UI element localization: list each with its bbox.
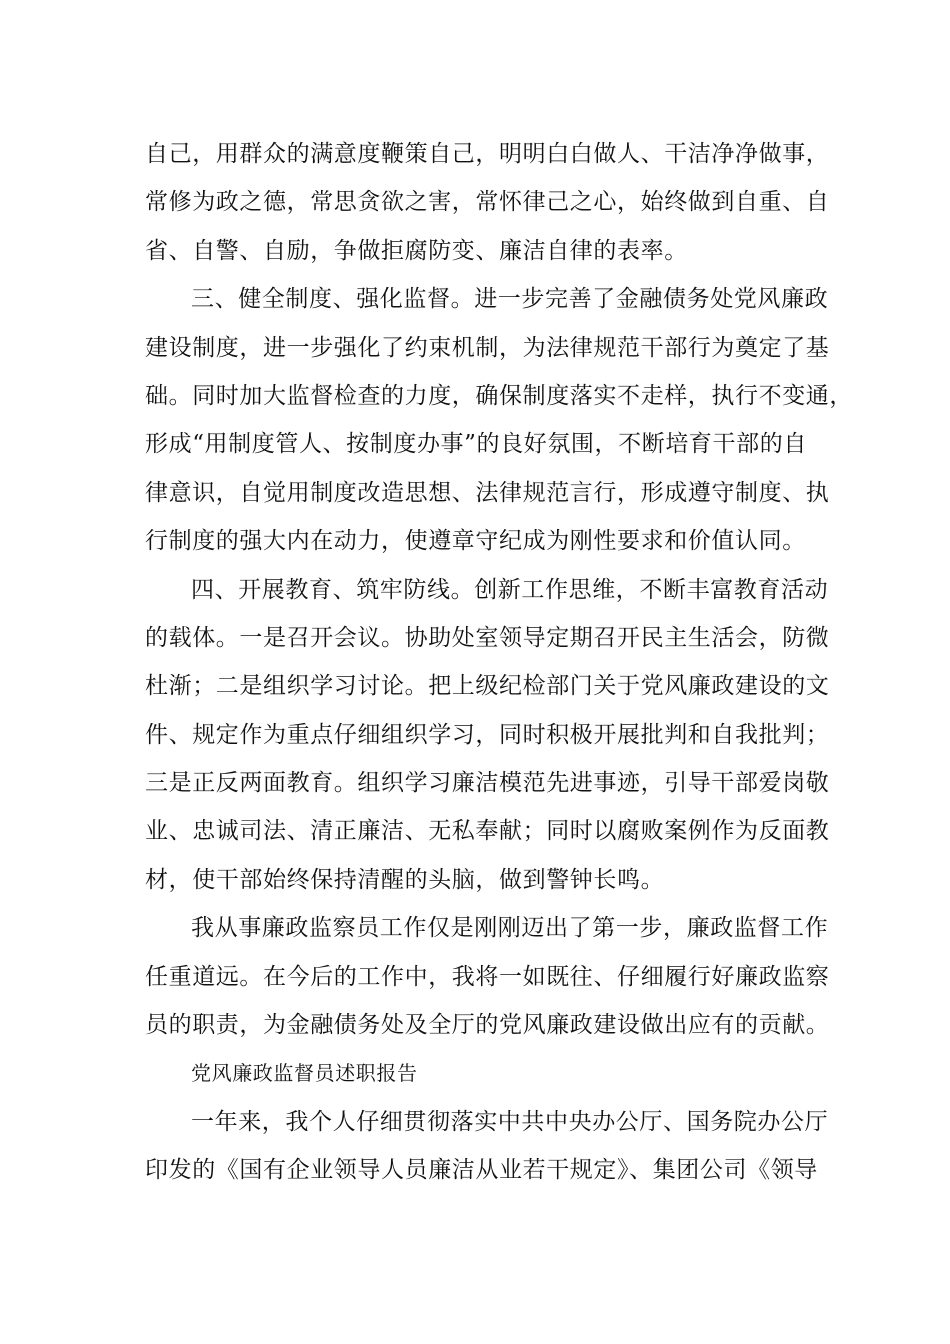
text-line: 件、规定作为重点仔细组织学习，同时积极开展批判和自我批判；: [145, 721, 830, 748]
document-body: [145, 130, 853, 1195]
paragraph-start-line: 我从事廉政监察员工作仅是刚刚迈出了第一步，廉政监督工作: [191, 915, 829, 942]
text-line: 杜渐；二是组织学习讨论。把上级纪检部门关于党风廉政建设的文: [145, 673, 830, 700]
text-line: 三是正反两面教育。组织学习廉洁模范先进事迹，引导干部爱岗敬: [145, 770, 830, 797]
text-line: 形成“用制度管人、按制度办事”的良好氛围，不断培育干部的自: [145, 431, 807, 458]
text-line: 自己，用群众的满意度鞭策自己，明明白白做人、干洁净净做事，: [145, 141, 830, 167]
text-line: 员的职责，为金融债务处及全厅的党风廉政建设做出应有的贡献。: [145, 1012, 830, 1039]
text-line: 行制度的强大内在动力，使遵章守纪成为刚性要求和价值认同。: [145, 528, 806, 555]
paragraph-start-line: 三、健全制度、强化监督。进一步完善了金融债务处党风廉政: [191, 286, 829, 313]
paragraph-start-line: 一年来，我个人仔细贯彻落实中共中央办公厅、国务院办公厅: [191, 1108, 829, 1135]
text-line: 建设制度，进一步强化了约束机制，为法律规范干部行为奠定了基: [145, 334, 830, 361]
text-line: 任重道远。在今后的工作中，我将一如既往、仔细履行好廉政监察: [145, 963, 830, 990]
paragraph-start-line: 四、开展教育、筑牢防线。创新工作思维，不断丰富教育活动: [191, 576, 829, 603]
text-line: 业、忠诚司法、清正廉洁、无私奉献；同时以腐败案例作为反面教: [145, 818, 830, 845]
section-title: 党风廉政监督员述职报告: [191, 1061, 418, 1086]
text-line: 材，使干部始终保持清醒的头脑，做到警钟长鸣。: [145, 866, 665, 893]
text-line: 律意识，自觉用制度改造思想、法律规范言行，形成遵守制度、执: [145, 479, 830, 506]
text-line: 省、自警、自励，争做拒腐防变、廉洁自律的表率。: [145, 237, 688, 264]
text-line: 印发的《国有企业领导人员廉洁从业若干规定》、集团公司《领导: [145, 1157, 818, 1184]
text-line: 的载体。一是召开会议。协助处室领导定期召开民主生活会，防微: [145, 624, 830, 651]
text-line: 常修为政之德，常思贪欲之害，常怀律己之心，始终做到自重、自: [145, 189, 830, 216]
text-line: 础。同时加大监督检查的力度，确保制度落实不走样，执行不变通，: [145, 382, 853, 409]
